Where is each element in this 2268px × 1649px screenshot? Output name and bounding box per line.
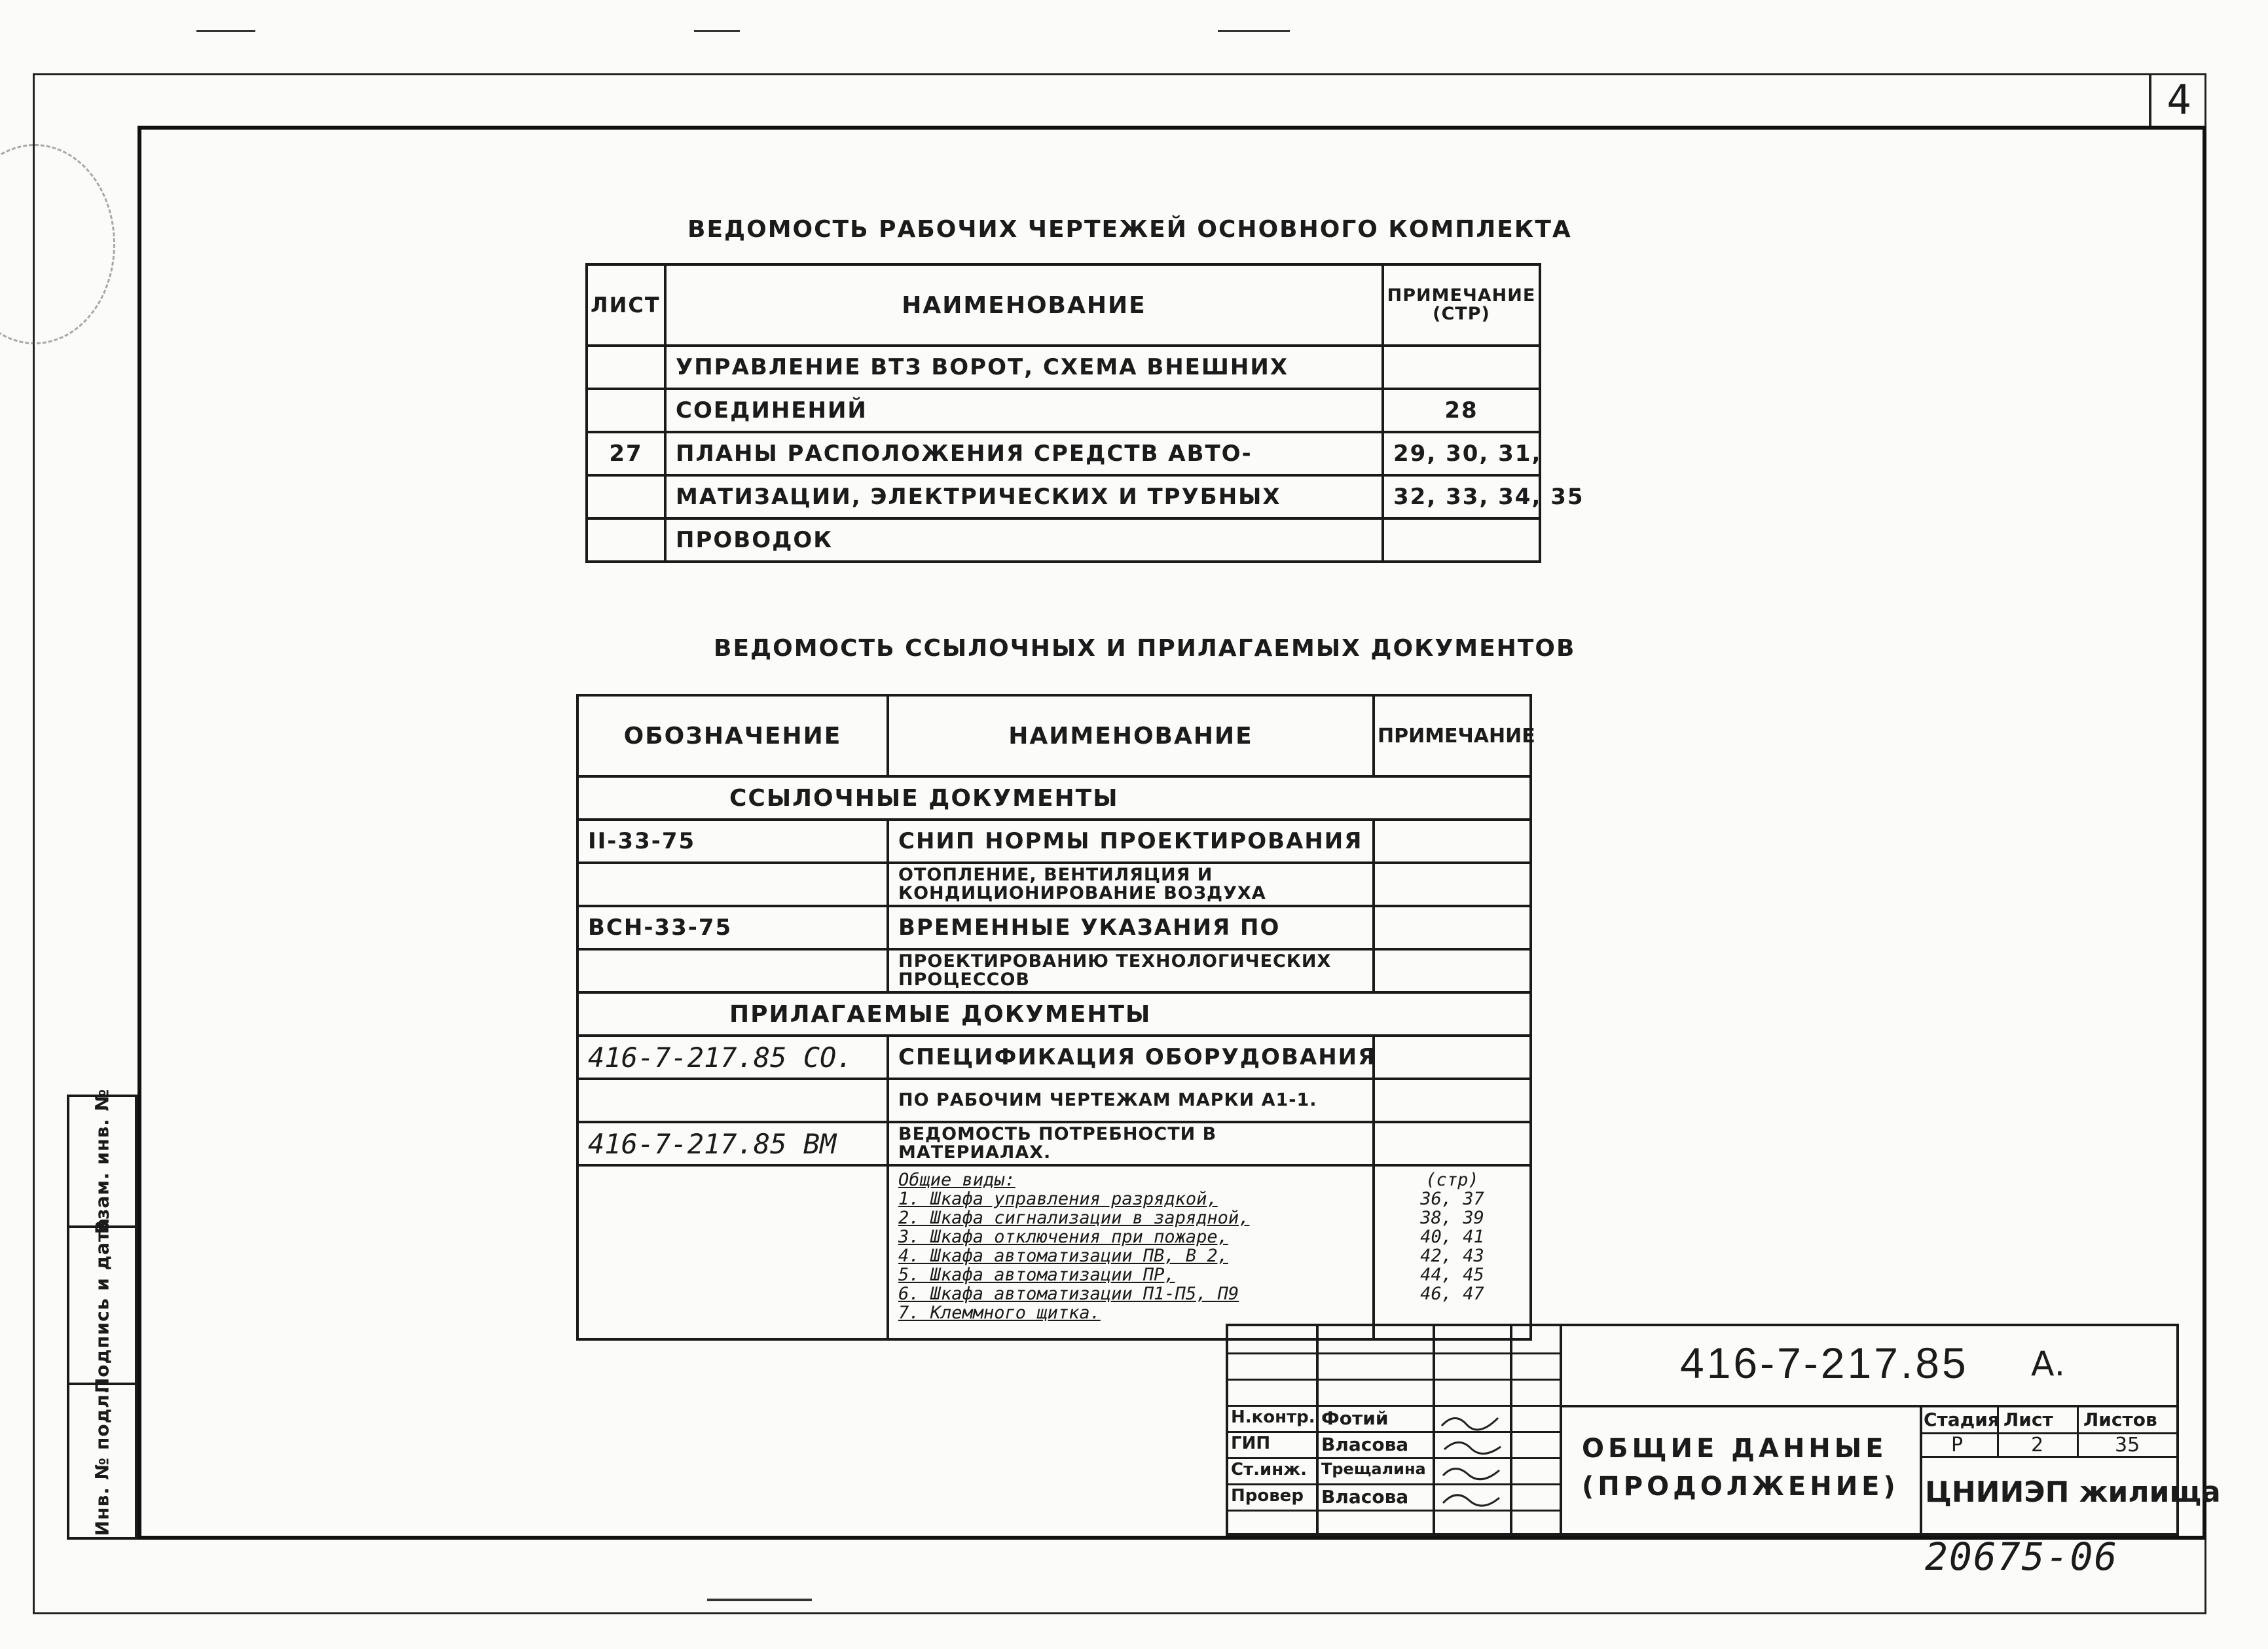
signature-marks [1435,1407,1509,1512]
organization: ЦНИИЭП жилища [1925,1476,2221,1509]
cell-designation: II-33-75 [577,820,888,863]
sheet-table [585,263,1584,563]
cell-name: УПРАВЛЕНИЕ ВТЗ ВОРОТ, СХЕМА ВНЕШНИХ [665,346,1383,389]
role-label: ГИП [1231,1434,1271,1453]
grid-line [1228,1431,1562,1433]
table-row [577,820,1531,863]
view-item: 3. Шкафа отключения при пожаре, [898,1227,1228,1247]
grid-line [1228,1379,1562,1381]
view-pages: 38, 39 [1420,1208,1484,1228]
side-stamp [67,1088,137,1540]
table-row [587,346,1540,389]
header-sheet: ЛИСТ [587,264,665,346]
signer-name: Власова [1321,1434,1409,1455]
cell-note [1374,1122,1531,1165]
cell-note [1374,1036,1531,1079]
cell-name: ВЕДОМОСТЬ ПОТРЕБНОСТИ В МАТЕРИАЛАХ. [888,1122,1374,1165]
views-title: Общие виды: [898,1170,1015,1190]
inv-orig-label: Инв. № подл. [91,1386,113,1536]
sheet-value: 2 [2031,1434,2044,1457]
grid-line [1228,1483,1562,1485]
grid-line [1920,1405,1922,1533]
signer-name: Трещалина [1321,1460,1426,1478]
table-row [587,475,1540,518]
view-pages: 44, 45 [1420,1265,1484,1285]
cell-note [1374,1079,1531,1122]
cell-note [1374,820,1531,863]
grid-line [2077,1405,2079,1457]
docs-table-title: ВЕДОМОСТЬ ССЫЛОЧНЫХ И ПРИЛАГАЕМЫХ ДОКУМЕНТОВ [714,635,1576,662]
general-views-list [888,1165,1374,1339]
replace-inv-label: Взам. инв. № [91,1088,113,1235]
cell-designation: 416-7-217.85 ВМ [577,1122,888,1165]
cell-note [1374,949,1531,992]
signer-name: Власова [1321,1486,1409,1508]
header-name: НАИМЕНОВАНИЕ [665,264,1383,346]
cell-note: 32, 33, 34, 35 [1383,475,1540,518]
cell-note [1374,863,1531,906]
grid-line [1228,1457,1562,1459]
section-attached-docs: ПРИЛАГАЕМЫЕ ДОКУМЕНТЫ [577,992,1531,1036]
docs-table [576,694,1535,1341]
sheets-label: Листов [2083,1409,2157,1430]
cell-name: СОЕДИНЕНИЙ [665,389,1383,432]
table-header-row [587,264,1540,346]
sheet-title-line2: (ПРОДОЛЖЕНИЕ) [1582,1472,1899,1502]
signer-name: Фотий [1321,1407,1389,1429]
cell-note: 28 [1383,389,1540,432]
table-row [587,389,1540,432]
grid-line [1228,1405,1562,1407]
scan-mark [707,1599,812,1601]
cell-name: СНИП НОРМЫ ПРОЕКТИРОВАНИЯ [888,820,1374,863]
view-item: 7. Клеммного щитка. [898,1303,1101,1323]
cell-note: 29, 30, 31, [1383,432,1540,475]
side-cell [69,1385,135,1537]
cell-sheet: 27 [587,432,665,475]
cell-designation: 416-7-217.85 СО. [577,1036,888,1079]
doc-suffix: А. [2031,1345,2066,1384]
table-row [577,1036,1531,1079]
cell-designation: ВСН-33-75 [577,906,888,949]
scan-mark [694,30,740,32]
cell-name: ВРЕМЕННЫЕ УКАЗАНИЯ ПО [888,906,1374,949]
role-label: Провер [1231,1486,1304,1506]
grid-line [1560,1326,1562,1533]
cell-sheet [587,518,665,562]
inventory-number: 20675-06 [1925,1534,2119,1579]
view-pages [1384,1303,1520,1322]
sign-date-label: Подпись и дата [91,1217,113,1394]
role-label: Н.контр. [1231,1407,1315,1427]
cell-sheet [587,389,665,432]
cell-designation [577,949,888,992]
cell-designation [577,1165,888,1339]
header-designation: ОБОЗНАЧЕНИЕ [577,695,888,776]
table-header-row [577,695,1531,776]
table-row [587,518,1540,562]
header-note: ПРИМЕЧАНИЕ [1374,695,1531,776]
view-item: 1. Шкафа управления разрядкой, [898,1189,1218,1209]
views-note: (стр) [1425,1170,1479,1190]
section-row [577,776,1531,820]
cell-name: ПРОЕКТИРОВАНИЮ ТЕХНОЛОГИЧЕСКИХ ПРОЦЕССОВ [888,949,1374,992]
view-item: 6. Шкафа автоматизации П1-П5, П9 [898,1284,1239,1304]
section-row [577,992,1531,1036]
scan-mark [1218,30,1290,32]
header-note: ПРИМЕЧАНИЕ (СТР) [1383,264,1540,346]
grid-line [1510,1326,1512,1533]
side-cell [69,1088,135,1235]
scan-mark [196,30,255,32]
cell-name: СПЕЦИФИКАЦИЯ ОБОРУДОВАНИЯ [888,1036,1374,1079]
table-row [577,906,1531,949]
view-pages: 42, 43 [1420,1246,1484,1266]
cell-note [1374,906,1531,949]
sheet-table-title: ВЕДОМОСТЬ РАБОЧИХ ЧЕРТЕЖЕЙ ОСНОВНОГО КОМПЛЕКТА [687,216,1572,243]
stage-label: Стадия [1924,1409,2000,1430]
sheet-title-line1: ОБЩИЕ ДАННЫЕ [1582,1434,1888,1464]
cell-sheet [587,475,665,518]
view-item: 2. Шкафа сигнализации в зарядной, [898,1208,1250,1228]
cell-note [1383,518,1540,562]
general-views-row [577,1165,1531,1339]
view-item: 5. Шкафа автоматизации ПР, [898,1265,1175,1285]
cell-note [1383,346,1540,389]
view-pages: 40, 41 [1420,1227,1484,1247]
cell-name: ОТОПЛЕНИЕ, ВЕНТИЛЯЦИЯ И КОНДИЦИОНИРОВАНИЕ ВОЗДУХА [888,863,1374,906]
cell-sheet [587,346,665,389]
sheet-label: Лист [2003,1409,2053,1430]
table-row [577,1079,1531,1122]
doc-code: 416-7-217.85 [1680,1339,1969,1387]
page-number: 4 [2149,73,2206,126]
view-pages: 46, 47 [1420,1284,1484,1304]
cell-name: ПРОВОДОК [665,518,1383,562]
view-item: 4. Шкафа автоматизации ПВ, В 2, [898,1246,1228,1266]
cell-name: ПЛАНЫ РАСПОЛОЖЕНИЯ СРЕДСТВ АВТО- [665,432,1383,475]
cell-name: ПО РАБОЧИМ ЧЕРТЕЖАМ МАРКИ А1-1. [888,1079,1374,1122]
general-views-pages [1374,1165,1531,1339]
stage-value: Р [1951,1434,1964,1457]
grid-line [1562,1405,2179,1407]
grid-line [1228,1510,1562,1512]
sheets-value: 35 [2115,1434,2140,1457]
cell-designation [577,1079,888,1122]
side-cell [69,1217,135,1394]
table-row [577,949,1531,992]
section-reference-docs: ССЫЛОЧНЫЕ ДОКУМЕНТЫ [577,776,1531,820]
cell-designation [577,863,888,906]
grid-line [1316,1326,1319,1533]
table-row [577,1122,1531,1165]
cell-name: МАТИЗАЦИИ, ЭЛЕКТРИЧЕСКИХ И ТРУБНЫХ [665,475,1383,518]
title-block [1226,1324,2221,1536]
table-row [587,432,1540,475]
table-row [577,863,1531,906]
grid-line [1228,1352,1562,1354]
role-label: Ст.инж. [1231,1460,1307,1479]
header-name: НАИМЕНОВАНИЕ [888,695,1374,776]
view-pages: 36, 37 [1420,1189,1484,1209]
